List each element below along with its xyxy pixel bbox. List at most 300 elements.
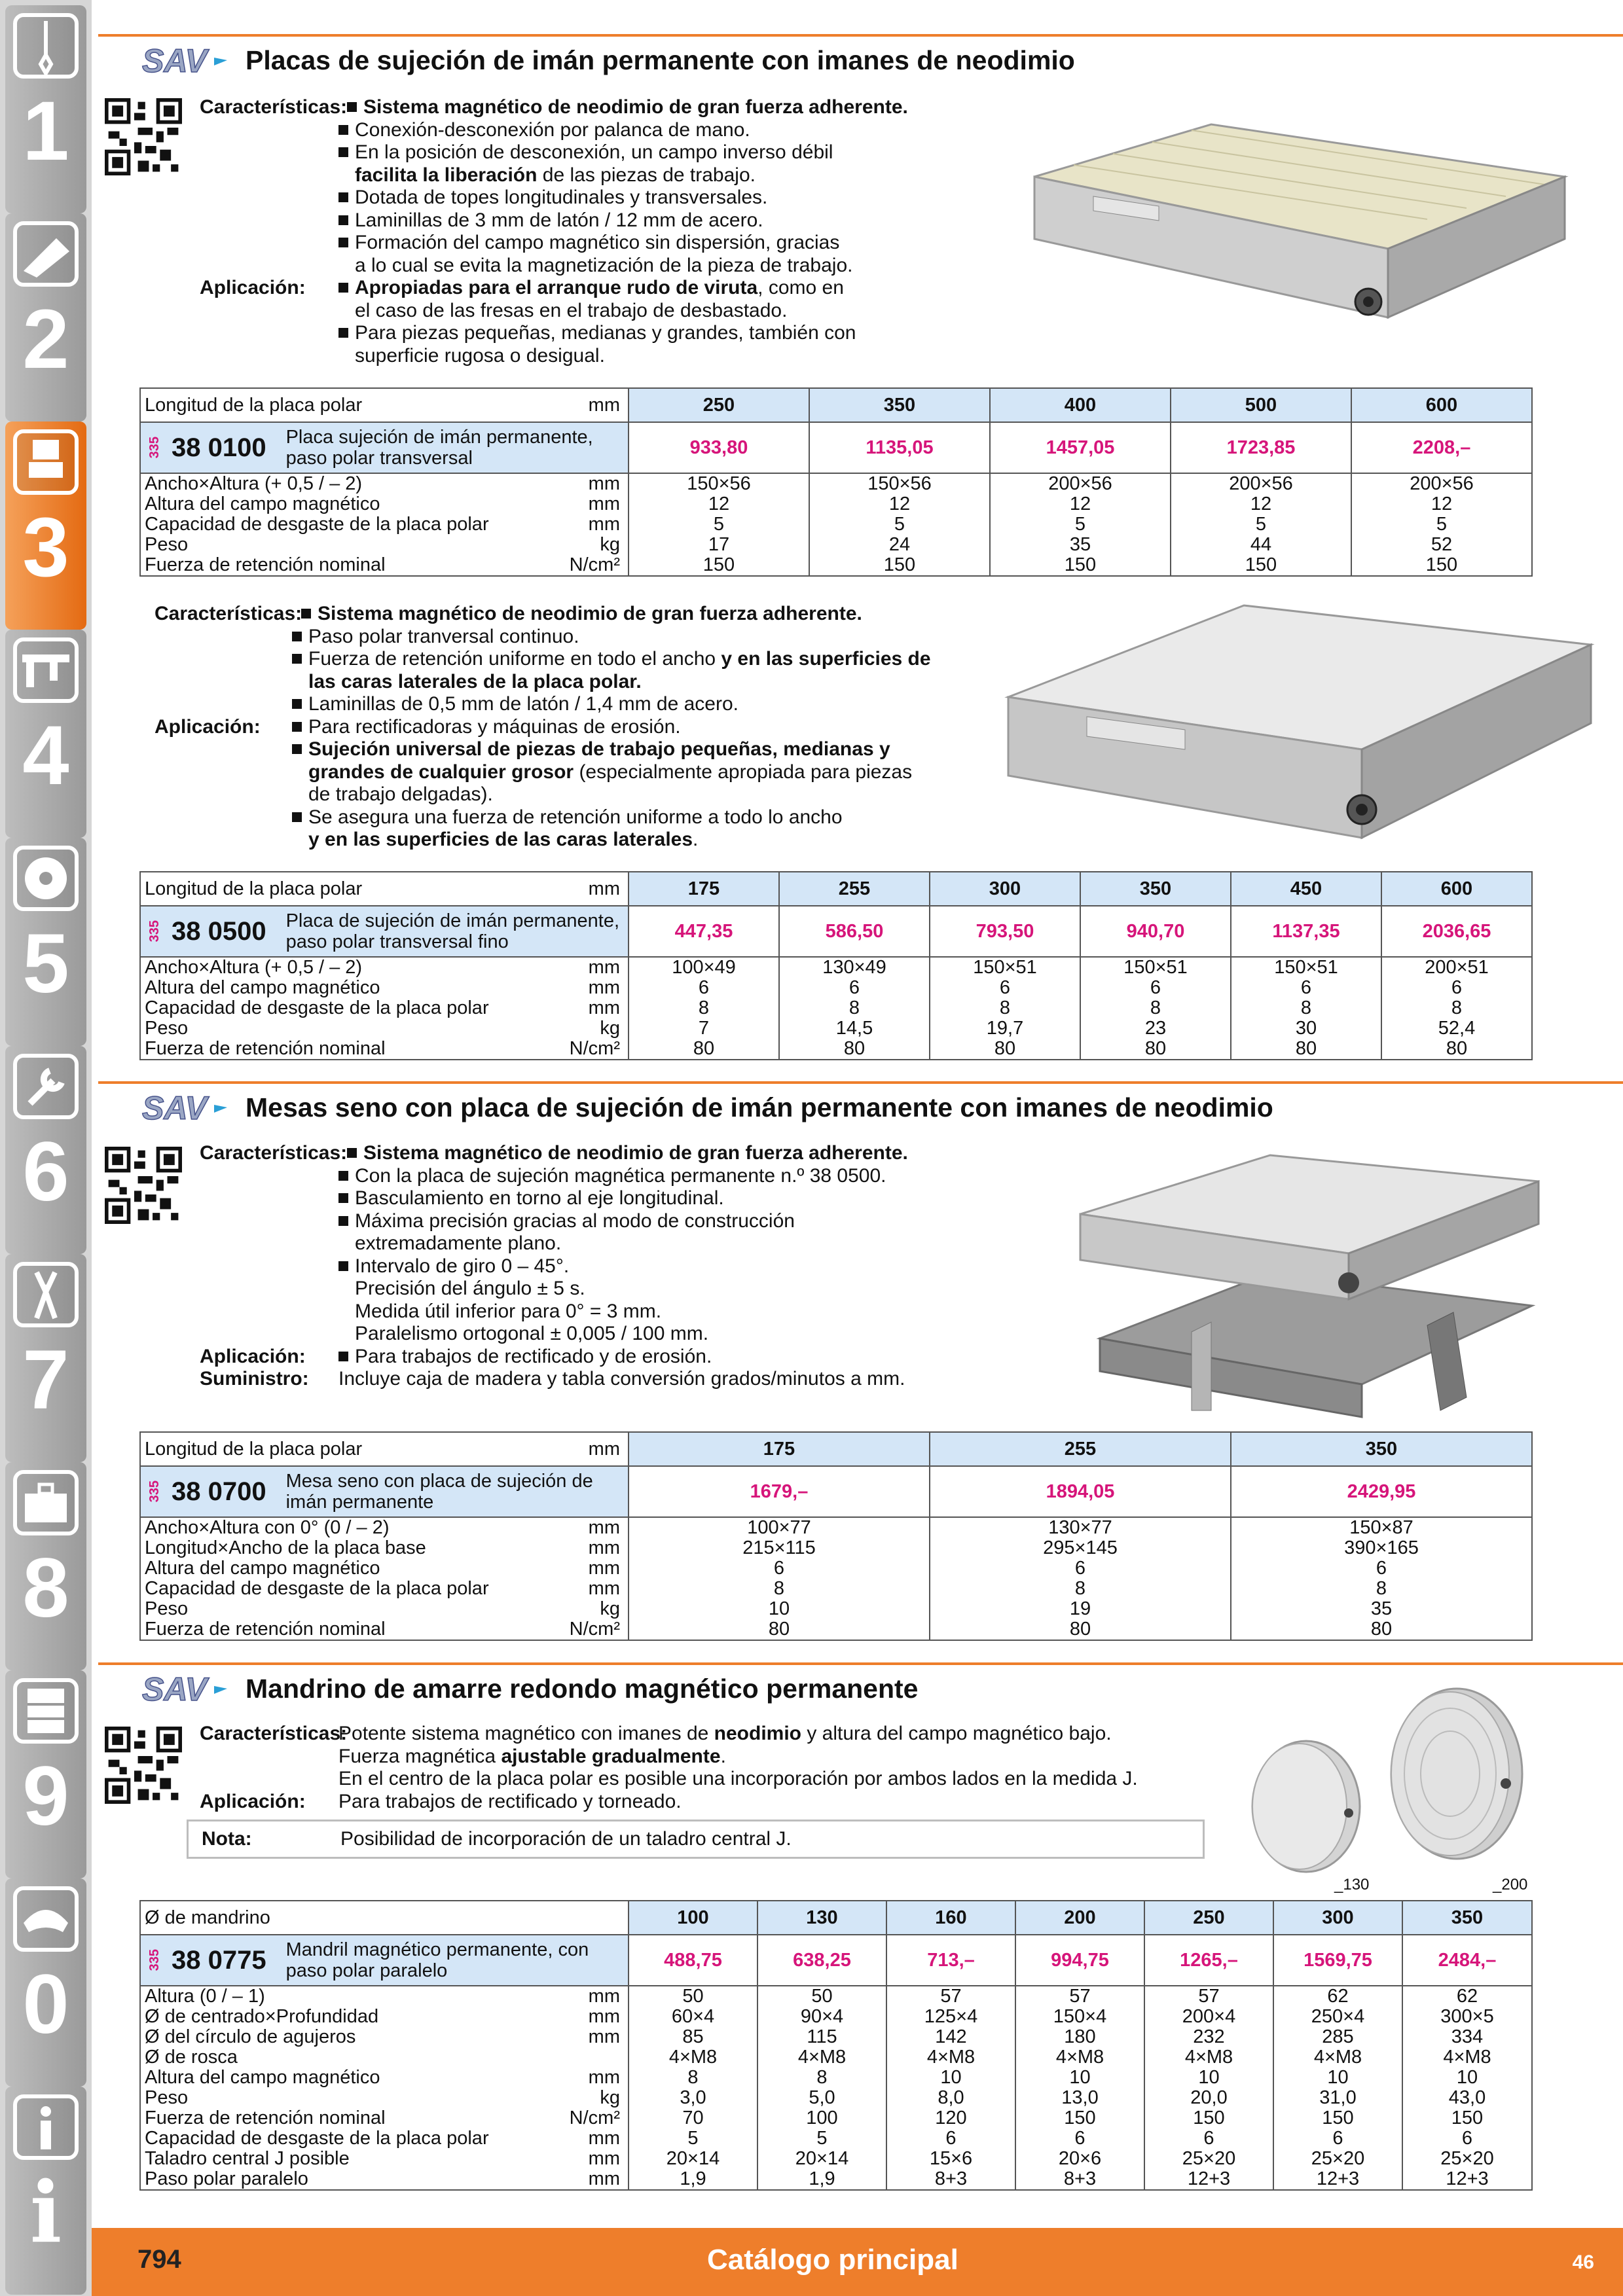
row-label-cell [140,2047,629,2068]
value-cell: 8+3 [1015,2169,1144,2190]
value-cell: 80 [1080,1039,1231,1060]
chapter-tab-7[interactable] [5,1254,86,1462]
header-unit [620,1908,624,1928]
section-divider [98,1081,1623,1084]
value-cell: 43,0 [1402,2088,1532,2108]
row-label-cell [140,998,629,1018]
value-cell: 5 [629,2128,757,2149]
table-row [140,1018,1532,1039]
header-unit: mm [588,878,620,899]
value-cell: 4×M8 [1402,2047,1532,2068]
value-cell: 200×51 [1381,957,1532,978]
row-label: Altura del campo magnético [145,978,380,998]
value-cell: 8 [779,998,930,1018]
chapter-tab-i[interactable] [5,2087,86,2295]
row-unit: mm [588,2128,620,2149]
feature-item: Intervalo de giro 0 – 45°. [338,1255,569,1278]
feature-item: Paso polar tranversal continuo. [292,626,579,649]
table-header-row [140,388,1532,422]
row-unit: mm [588,2068,620,2088]
value-cell: 5 [990,514,1171,535]
features-label: Características: [200,96,348,118]
value-cell: 4×M8 [1144,2047,1273,2068]
sine-table-photo [1061,1136,1571,1427]
sav-logo-icon [141,1672,232,1706]
value-cell: 5 [809,514,990,535]
application-label: Aplicación: [200,1345,306,1367]
feature-item: Sistema magnético de neodimio de gran fuerza adherente. [347,1142,908,1165]
row-label-cell [140,2169,629,2190]
header-label-cell [140,1432,629,1466]
value-cell: 1,9 [757,2169,886,2190]
svg-text:SAV: SAV [142,1672,208,1706]
feature-item-cont: a lo cual se evita la magnetización de la pieza de trabajo. [355,254,853,276]
value-cell: 12 [809,494,990,514]
value-cell: 150 [1015,2108,1144,2128]
feature-item-cont: Medida útil inferior para 0° = 3 mm. [355,1300,662,1322]
row-unit: mm [588,2169,620,2189]
page-footer [92,2228,1623,2296]
value-cell: 12+3 [1402,2169,1532,2190]
value-cell: 3,0 [629,2088,757,2108]
table-row [140,998,1532,1018]
row-label-cell [140,2027,629,2047]
size-cell: 450 [1231,872,1381,906]
safety-icon [13,1886,79,1952]
row-unit: mm [588,998,620,1018]
row-label: Altura del campo magnético [145,494,380,514]
value-cell: 8+3 [886,2169,1015,2190]
chapter-number: 4 [22,709,69,802]
size-cell: 350 [809,388,990,422]
row-label-cell [140,555,629,576]
value-cell: 8 [629,2068,757,2088]
value-cell: 150×51 [1080,957,1231,978]
row-label: Ancho×Altura (+ 0,5 / – 2) [145,473,363,494]
value-cell: 62 [1273,1986,1402,2007]
value-cell: 150×51 [1231,957,1381,978]
row-label-cell [140,2068,629,2088]
value-cell: 25×20 [1144,2149,1273,2169]
value-cell: 8 [930,998,1080,1018]
value-cell: 44 [1171,535,1351,555]
price-cell: 586,50 [779,906,930,957]
row-label: Capacidad de desgaste de la placa polar [145,1579,489,1599]
value-cell: 5,0 [757,2088,886,2108]
price-cell: 2208,– [1351,422,1532,473]
chapter-tab-bar [0,0,92,2296]
spec-table-38-0700 [139,1431,1533,1641]
row-label: Peso [145,1018,189,1039]
insert-tool-icon [13,221,79,287]
value-cell: 6 [779,978,930,998]
chapter-number: 3 [22,501,69,594]
feature-item: Formación del campo magnético sin dispersión, gracias [338,232,839,255]
row-unit: mm [588,2027,620,2047]
value-cell: 8 [1381,998,1532,1018]
row-unit: mm [588,1579,620,1599]
size-cell: 130 [757,1901,886,1935]
chapter-number: 5 [22,917,69,1011]
table-row [140,2088,1532,2108]
size-cell: 350 [1402,1901,1532,1935]
row-label: Altura del campo magnético [145,2068,380,2088]
catalog-title: Catálogo principal [707,2244,958,2276]
header-label: Ø de mandrino [145,1907,270,1928]
article-cell [140,906,629,957]
value-cell: 150×51 [930,957,1080,978]
value-cell: 50 [757,1986,886,2007]
sav-logo-icon [141,1090,232,1124]
feature-item: Potente sistema magnético con imanes de neodimio y altura del campo magnético bajo. [338,1723,1112,1744]
value-cell: 20,0 [1144,2088,1273,2108]
value-cell: 80 [1231,1619,1532,1640]
section-header [141,1669,918,1708]
size-cell: 300 [1273,1901,1402,1935]
photo-caption: _200 [1493,1876,1528,1893]
value-cell: 6 [886,2128,1015,2149]
note-box [187,1820,1205,1859]
row-label-cell [140,2128,629,2149]
chapter-tab-2[interactable] [5,213,86,422]
value-cell: 19,7 [930,1018,1080,1039]
qr-code-icon [105,1147,182,1224]
features-label: Características: [155,603,302,624]
value-cell: 80 [930,1619,1231,1640]
value-cell: 85 [629,2027,757,2047]
value-cell: 6 [1402,2128,1532,2149]
price-row [140,1466,1532,1517]
section-title: Mandrino de amarre redondo magnético permanente [246,1673,919,1704]
row-label: Peso [145,535,189,555]
value-cell: 4×M8 [1273,2047,1402,2068]
value-cell: 6 [1231,1558,1532,1579]
page-reference: 335 [147,1480,162,1503]
value-cell: 10 [629,1599,930,1619]
application-item-cont: de trabajo delgadas). [308,783,493,805]
row-unit: mm [588,1558,620,1579]
application-item: Para trabajos de rectificado y de erosión. [338,1346,712,1369]
value-cell: 20×14 [757,2149,886,2169]
table-row [140,2007,1532,2027]
value-cell: 10 [1402,2068,1532,2088]
header-label-cell [140,388,629,422]
size-cell: 255 [779,872,930,906]
application-label: Aplicación: [200,1790,306,1812]
sav-logo-icon [141,43,232,77]
application-label: Aplicación: [200,277,306,298]
table-row [140,2169,1532,2190]
value-cell: 200×56 [1351,473,1532,494]
value-cell: 4×M8 [1015,2047,1144,2068]
value-cell: 80 [1231,1039,1381,1060]
value-cell: 15×6 [886,2149,1015,2169]
value-cell: 57 [1015,1986,1144,2007]
chapter-number: i [29,2164,62,2262]
value-cell: 5 [757,2128,886,2149]
value-cell: 8 [1080,998,1231,1018]
size-cell: 100 [629,1901,757,1935]
row-label-cell [140,494,629,514]
value-cell: 200×56 [990,473,1171,494]
row-label: Capacidad de desgaste de la placa polar [145,2128,489,2149]
value-cell: 8 [757,2068,886,2088]
value-cell: 90×4 [757,2007,886,2027]
chuck-icon [13,429,79,495]
chapter-tab-1[interactable] [5,5,86,213]
row-unit [620,2047,624,2068]
table-row [140,1579,1532,1599]
row-label-cell [140,473,629,494]
price-cell: 1679,– [629,1466,930,1517]
row-label: Longitud×Ancho de la placa base [145,1538,426,1558]
row-unit: mm [588,978,620,998]
header-unit: mm [588,1438,620,1460]
row-unit: N/cm² [569,2108,620,2128]
value-cell: 8 [629,998,779,1018]
value-cell: 23 [1080,1018,1231,1039]
row-unit: mm [588,514,620,535]
price-row [140,906,1532,957]
value-cell: 150×4 [1015,2007,1144,2027]
value-cell: 100×49 [629,957,779,978]
price-cell: 1135,05 [809,422,990,473]
row-label-cell [140,1517,629,1538]
article-number: 38 0100 [172,433,266,462]
value-cell: 150×56 [809,473,990,494]
row-label-cell [140,2007,629,2027]
table-row [140,514,1532,535]
value-cell: 25×20 [1402,2149,1532,2169]
value-cell: 6 [1144,2128,1273,2149]
value-cell: 6 [930,978,1080,998]
supply-text: Incluye caja de madera y tabla conversión grados/minutos a mm. [338,1368,905,1390]
feature-item-cont: Precisión del ángulo ± 5 s. [355,1278,585,1299]
feature-item: Con la placa de sujeción magnética permanente n.º 38 0500. [338,1165,886,1188]
chapter-tab-0[interactable] [5,1878,86,2087]
value-cell: 31,0 [1273,2088,1402,2108]
application-item: Para piezas pequeñas, medianas y grandes, también con [338,322,856,345]
features-label: Características: [200,1142,348,1164]
value-cell: 25×20 [1273,2149,1402,2169]
value-cell: 10 [1144,2068,1273,2088]
value-cell: 150×56 [629,473,809,494]
value-cell: 150 [1144,2108,1273,2128]
value-cell: 142 [886,2027,1015,2047]
value-cell: 8 [1231,998,1381,1018]
row-unit: mm [588,957,620,978]
feature-item: En la posición de desconexión, un campo inverso débil [338,141,833,164]
value-cell: 80 [629,1619,930,1640]
feature-item-cont: Paralelismo ortogonal ± 0,005 / 100 mm. [355,1323,709,1344]
size-cell: 300 [930,872,1080,906]
application-item: Para rectificadoras y máquinas de erosión. [292,716,681,739]
feature-item: Laminillas de 0,5 mm de latón / 1,4 mm de acero. [292,693,739,716]
row-label: Capacidad de desgaste de la placa polar [145,514,489,535]
application-item-cont: superficie rugosa o desigual. [355,344,605,367]
value-cell: 120 [886,2108,1015,2128]
value-cell: 8,0 [886,2088,1015,2108]
row-label: Ancho×Altura (+ 0,5 / – 2) [145,957,363,978]
page-number: 794 [137,2245,181,2274]
price-cell: 638,25 [757,1935,886,1986]
row-unit: kg [600,1018,620,1039]
article-cell [140,1466,629,1517]
price-cell: 1894,05 [930,1466,1231,1517]
row-label-cell [140,1018,629,1039]
value-cell: 295×145 [930,1538,1231,1558]
table-row [140,2108,1532,2128]
feature-item: Laminillas de 3 mm de latón / 12 mm de acero. [338,209,763,232]
row-label-cell [140,514,629,535]
value-cell: 12+3 [1273,2169,1402,2190]
price-cell: 2036,65 [1381,906,1532,957]
row-unit: kg [600,535,620,555]
chapter-tab-5[interactable] [5,838,86,1046]
value-cell: 6 [930,1558,1231,1579]
price-cell: 793,50 [930,906,1080,957]
row-label: Altura (0 / – 1) [145,1986,265,2007]
value-cell: 5 [1171,514,1351,535]
value-cell: 215×115 [629,1538,930,1558]
price-cell: 1569,75 [1273,1935,1402,1986]
price-cell: 713,– [886,1935,1015,1986]
header-label: Longitud de la placa polar [145,1438,363,1460]
value-cell: 57 [1144,1986,1273,2007]
chapter-number: 6 [22,1125,69,1219]
row-label-cell [140,2108,629,2128]
value-cell: 57 [886,1986,1015,2007]
value-cell: 100 [757,2108,886,2128]
value-cell: 62 [1402,1986,1532,2007]
feature-item: Máxima precisión gracias al modo de construcción [338,1210,795,1233]
svg-text:SAV: SAV [142,1090,208,1124]
value-cell: 80 [1381,1039,1532,1060]
chapter-tab-6[interactable] [5,1046,86,1254]
note-text: Posibilidad de incorporación de un taladro central J. [340,1828,792,1850]
table-row [140,978,1532,998]
chapter-tab-8[interactable] [5,1462,86,1670]
value-cell: 6 [629,978,779,998]
row-label: Ø de rosca [145,2047,238,2068]
value-cell: 30 [1231,1018,1381,1039]
table-row [140,555,1532,576]
article-number: 38 0500 [172,916,266,946]
header-label: Longitud de la placa polar [145,878,363,899]
value-cell: 180 [1015,2027,1144,2047]
size-cell: 175 [629,1432,930,1466]
size-cell: 160 [886,1901,1015,1935]
value-cell: 150×87 [1231,1517,1532,1538]
chapter-number: 8 [22,1541,69,1635]
value-cell: 52 [1351,535,1532,555]
row-label-cell [140,1039,629,1060]
value-cell: 12 [629,494,809,514]
spec-table-38-0100 [139,387,1533,577]
value-cell: 6 [1231,978,1381,998]
row-unit: kg [600,1599,620,1619]
chapter-tab-9[interactable] [5,1670,86,1878]
row-unit: N/cm² [569,1039,620,1059]
row-label-cell [140,1986,629,2007]
table-row [140,2027,1532,2047]
row-label: Peso [145,1599,189,1619]
spec-table-38-0500 [139,871,1533,1060]
magnetic-plate-photo [995,82,1597,344]
value-cell: 6 [1015,2128,1144,2149]
price-cell: 1723,85 [1171,422,1351,473]
value-cell: 130×49 [779,957,930,978]
value-cell: 12 [990,494,1171,514]
page-reference: 335 [147,1949,162,1971]
toolbox-icon [13,1470,79,1535]
value-cell: 4×M8 [757,2047,886,2068]
caliper-icon [13,637,79,703]
chapter-tab-3[interactable] [5,422,86,630]
value-cell: 10 [1015,2068,1144,2088]
value-cell: 150 [1351,555,1532,576]
table-row [140,1986,1532,2007]
row-label-cell [140,535,629,555]
price-cell: 940,70 [1080,906,1231,957]
value-cell: 5 [1351,514,1532,535]
value-cell: 19 [930,1599,1231,1619]
value-cell: 13,0 [1015,2088,1144,2108]
value-cell: 232 [1144,2027,1273,2047]
feature-item: Sistema magnético de neodimio de gran fuerza adherente. [363,96,908,118]
value-cell: 300×5 [1402,2007,1532,2027]
price-row [140,422,1532,473]
section-title: Placas de sujeción de imán permanente con imanes de neodimio [246,45,1075,75]
article-description: Mesa seno con placa de sujeción de imán permanente [285,1471,593,1513]
row-unit: mm [588,2149,620,2169]
row-label-cell [140,1619,629,1640]
row-label: Peso [145,2088,189,2108]
value-cell: 6 [629,1558,930,1579]
section-header [141,1088,1273,1127]
table-row [140,1558,1532,1579]
application-item-cont: el caso de las fresas en el trabajo de desbastado. [355,299,788,321]
value-cell: 4×M8 [629,2047,757,2068]
page-reference: 335 [147,437,162,459]
value-cell: 12 [1351,494,1532,514]
value-cell: 4×M8 [886,2047,1015,2068]
table-row [140,1538,1532,1558]
chapter-tab-4[interactable] [5,630,86,838]
chapter-number: 7 [22,1333,69,1427]
section-header [141,41,1075,80]
note-label: Nota: [202,1828,252,1850]
table-row [140,1599,1532,1619]
section-divider [98,34,1623,37]
price-cell: 2429,95 [1231,1466,1532,1517]
size-cell: 600 [1351,388,1532,422]
feature-item-cont: extremadamente plano. [355,1232,562,1254]
table-row [140,2128,1532,2149]
value-cell: 6 [1080,978,1231,998]
size-cell: 200 [1015,1901,1144,1935]
price-cell: 1137,35 [1231,906,1381,957]
value-cell: 20×6 [1015,2149,1144,2169]
price-row [140,1935,1532,1986]
header-label-cell [140,872,629,906]
feature-item-cont: las caras laterales de la placa polar. [308,670,642,692]
size-cell: 350 [1080,872,1231,906]
price-cell: 1457,05 [990,422,1171,473]
value-cell: 8 [930,1579,1231,1599]
article-description: Mandril magnético permanente, con paso polar paralelo [285,1939,589,1981]
chapter-number: 2 [22,293,69,386]
